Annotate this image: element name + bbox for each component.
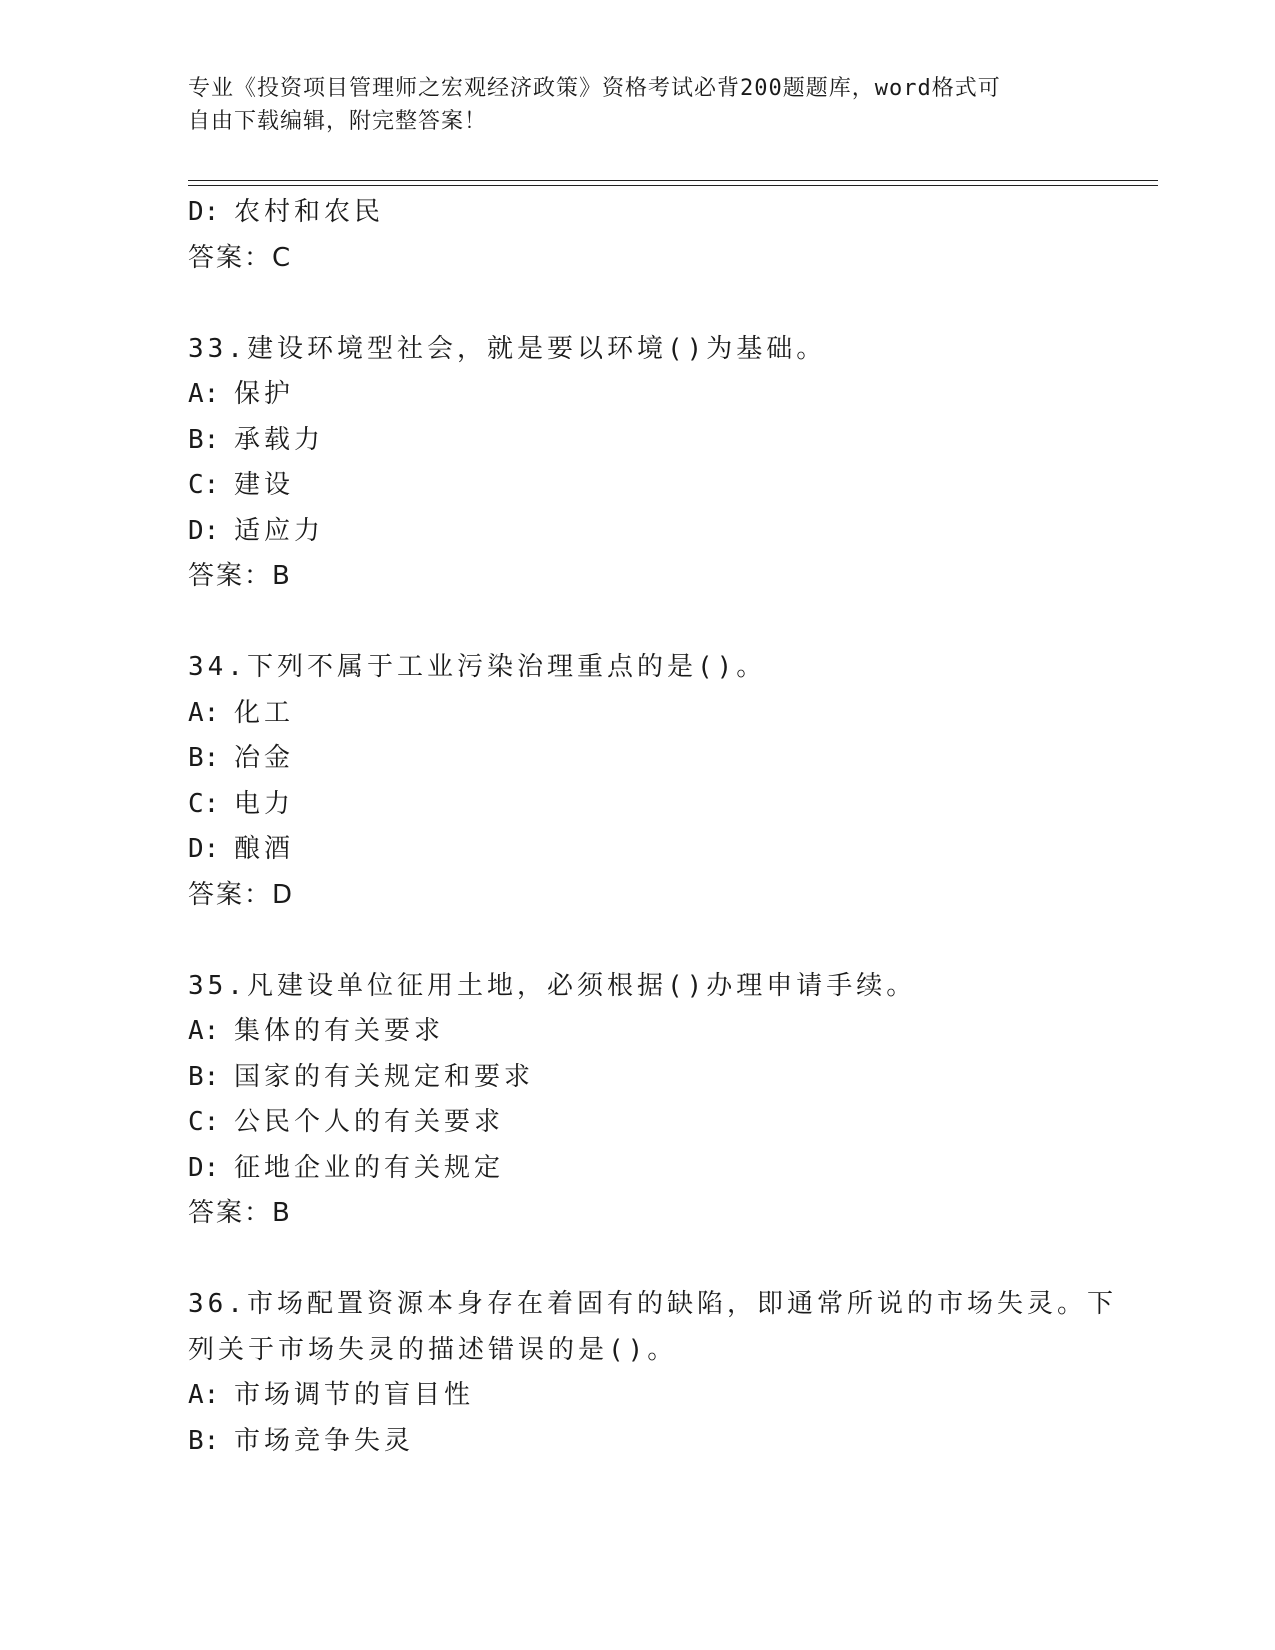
option-key: B: xyxy=(188,1061,220,1092)
question-stem-line-1: 36.市场配置资源本身存在着固有的缺陷，即通常所说的市场失灵。下 xyxy=(188,1289,1117,1319)
option-key: D: xyxy=(188,515,220,546)
option-key: A: xyxy=(188,1016,220,1046)
option-a xyxy=(188,691,1088,737)
option-a xyxy=(188,1373,1088,1419)
header-divider-top xyxy=(188,180,1158,181)
option-c xyxy=(188,1100,1088,1146)
spacer xyxy=(188,918,1088,964)
option-key: C: xyxy=(188,788,220,819)
option-text: 征地企业的有关规定 xyxy=(234,1152,505,1183)
option-text: 酿酒 xyxy=(234,834,295,864)
answer-line: 答案：B xyxy=(188,561,292,591)
page-header xyxy=(188,72,1088,138)
option-key: C: xyxy=(188,1107,220,1137)
option-b xyxy=(188,736,1088,782)
option-d xyxy=(188,509,1088,555)
option-text: 公民个人的有关要求 xyxy=(234,1107,505,1137)
option-key: A: xyxy=(188,1380,220,1410)
option-text: 建设 xyxy=(234,470,295,500)
option-b xyxy=(188,1419,1088,1465)
option-text: 电力 xyxy=(234,788,295,819)
spacer xyxy=(188,281,1088,327)
option-text: 农村和农民 xyxy=(234,197,385,227)
option-key: A: xyxy=(188,697,220,728)
option-text: 集体的有关要求 xyxy=(234,1016,445,1046)
option-key: B: xyxy=(188,1425,220,1456)
spacer xyxy=(188,1237,1088,1283)
option-text: 市场竞争失灵 xyxy=(234,1425,415,1456)
option-a xyxy=(188,1009,1088,1055)
answer-line: 答案：B xyxy=(188,1198,292,1228)
option-d xyxy=(188,190,1088,236)
option-text: 市场调节的盲目性 xyxy=(234,1380,475,1410)
header-line-1: 专业《投资项目管理师之宏观经济政策》资格考试必背200题题库，word格式可 xyxy=(188,76,1001,101)
option-b xyxy=(188,1055,1088,1101)
option-text: 国家的有关规定和要求 xyxy=(234,1061,535,1092)
question-stem: 34.下列不属于工业污染治理重点的是()。 xyxy=(188,652,767,682)
option-text: 适应力 xyxy=(234,515,325,546)
option-c xyxy=(188,782,1088,828)
option-text: 承载力 xyxy=(234,424,325,455)
spacer xyxy=(188,600,1088,646)
answer-line: 答案：C xyxy=(188,242,293,273)
header-line-2: 自由下载编辑，附完整答案！ xyxy=(188,109,488,134)
option-a xyxy=(188,372,1088,418)
option-key: D: xyxy=(188,197,220,227)
option-d xyxy=(188,1146,1088,1192)
option-key: D: xyxy=(188,834,220,864)
option-b xyxy=(188,418,1088,464)
option-key: A: xyxy=(188,379,220,409)
question-stem-line-2: 列关于市场失灵的描述错误的是()。 xyxy=(188,1334,678,1365)
option-key: C: xyxy=(188,470,220,500)
option-text: 化工 xyxy=(234,697,295,728)
option-key: B: xyxy=(188,743,220,773)
header-divider-bottom xyxy=(188,185,1158,186)
answer-line: 答案：D xyxy=(188,879,295,910)
option-key: D: xyxy=(188,1152,220,1183)
option-c xyxy=(188,463,1088,509)
question-stem: 35.凡建设单位征用土地，必须根据()办理申请手续。 xyxy=(188,970,917,1001)
option-text: 冶金 xyxy=(234,743,295,773)
option-d xyxy=(188,827,1088,873)
question-list xyxy=(188,190,1117,1464)
option-key: B: xyxy=(188,424,220,455)
question-stem: 33.建设环境型社会，就是要以环境()为基础。 xyxy=(188,333,827,364)
option-text: 保护 xyxy=(234,379,295,409)
